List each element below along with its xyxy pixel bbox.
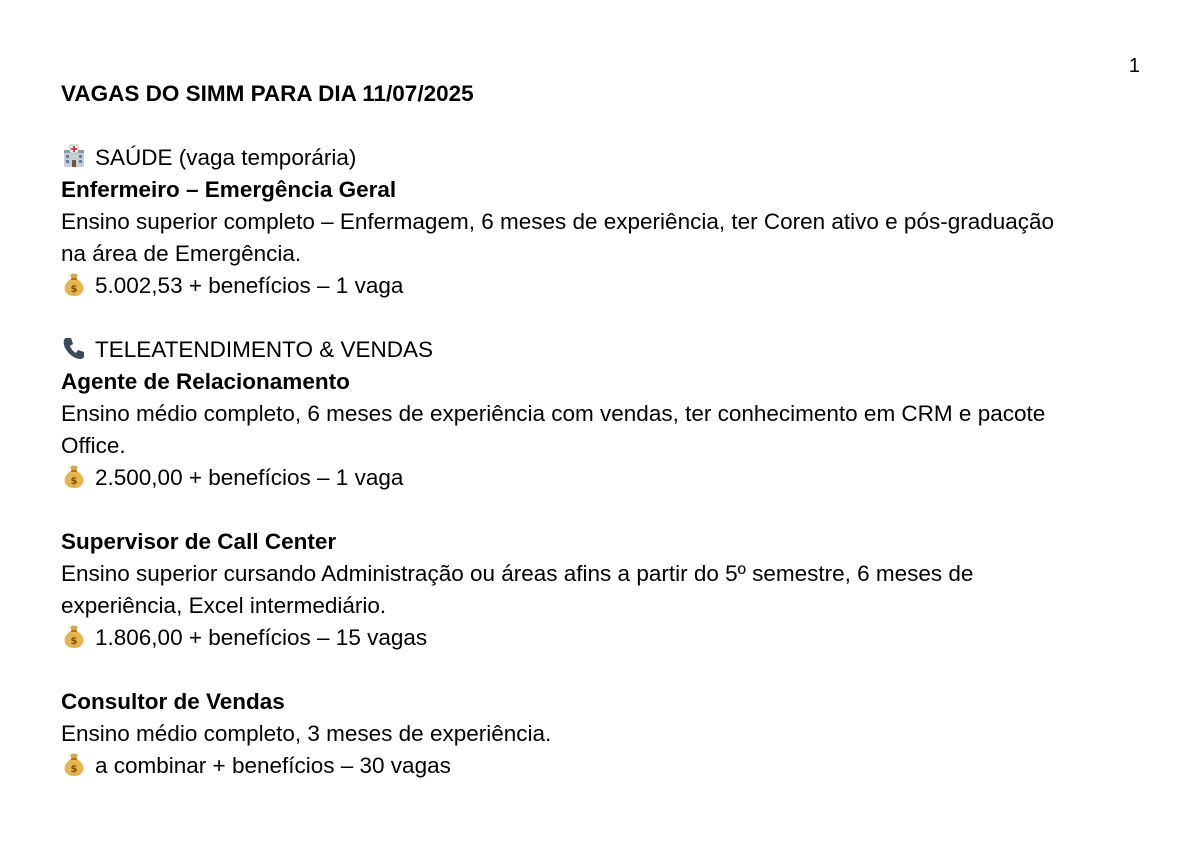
job-requirements: Ensino médio completo, 6 meses de experiência com vendas, ter conhecimento em CRM e pacote	[61, 401, 1046, 426]
svg-text:$: $	[70, 764, 78, 775]
job-salary	[61, 750, 1146, 782]
job-salary	[61, 462, 1146, 494]
salary-text: 2.500,00 + benefícios – 1 vaga	[95, 465, 404, 490]
section-heading-text: SAÚDE (vaga temporária)	[95, 145, 357, 170]
section-heading-text: TELEATENDIMENTO & VENDAS	[95, 337, 433, 362]
page-number: 1	[1128, 55, 1140, 77]
svg-text:$: $	[70, 284, 78, 295]
svg-text:$: $	[70, 636, 78, 647]
section-heading-teleatendimento	[61, 334, 1146, 366]
money-bag-icon	[61, 463, 87, 489]
hospital-icon	[61, 143, 87, 169]
job-requirements: Ensino superior cursando Administração ou áreas afins a partir do 5º semestre, 6 meses de	[61, 561, 974, 586]
telephone-icon	[61, 335, 87, 361]
svg-text:$: $	[70, 476, 78, 487]
spacer	[61, 654, 1146, 686]
job-salary	[61, 622, 1146, 654]
page-title: VAGAS DO SIMM PARA DIA 11/07/2025	[61, 81, 474, 106]
spacer	[61, 494, 1146, 526]
job-title: Consultor de Vendas	[61, 689, 285, 714]
money-bag-icon	[61, 751, 87, 777]
job-requirements: Ensino superior completo – Enfermagem, 6 meses de experiência, ter Coren ativo e pós-graduação	[61, 209, 1055, 234]
money-bag-icon	[61, 271, 87, 297]
job-requirements-cont: experiência, Excel intermediário.	[61, 593, 387, 618]
salary-text: a combinar + benefícios – 30 vagas	[95, 753, 451, 778]
section-heading-saude	[61, 142, 1146, 174]
spacer	[61, 302, 1146, 334]
spacer	[61, 110, 1146, 142]
money-bag-icon	[61, 623, 87, 649]
job-salary	[61, 270, 1146, 302]
job-title: Enfermeiro – Emergência Geral	[61, 177, 397, 202]
job-requirements-cont: na área de Emergência.	[61, 241, 302, 266]
job-requirements: Ensino médio completo, 3 meses de experiência.	[61, 721, 552, 746]
job-title: Agente de Relacionamento	[61, 369, 350, 394]
job-title: Supervisor de Call Center	[61, 529, 337, 554]
salary-text: 5.002,53 + benefícios – 1 vaga	[95, 273, 404, 298]
salary-text: 1.806,00 + benefícios – 15 vagas	[95, 625, 428, 650]
document-body	[61, 78, 1146, 782]
job-requirements-cont: Office.	[61, 433, 126, 458]
